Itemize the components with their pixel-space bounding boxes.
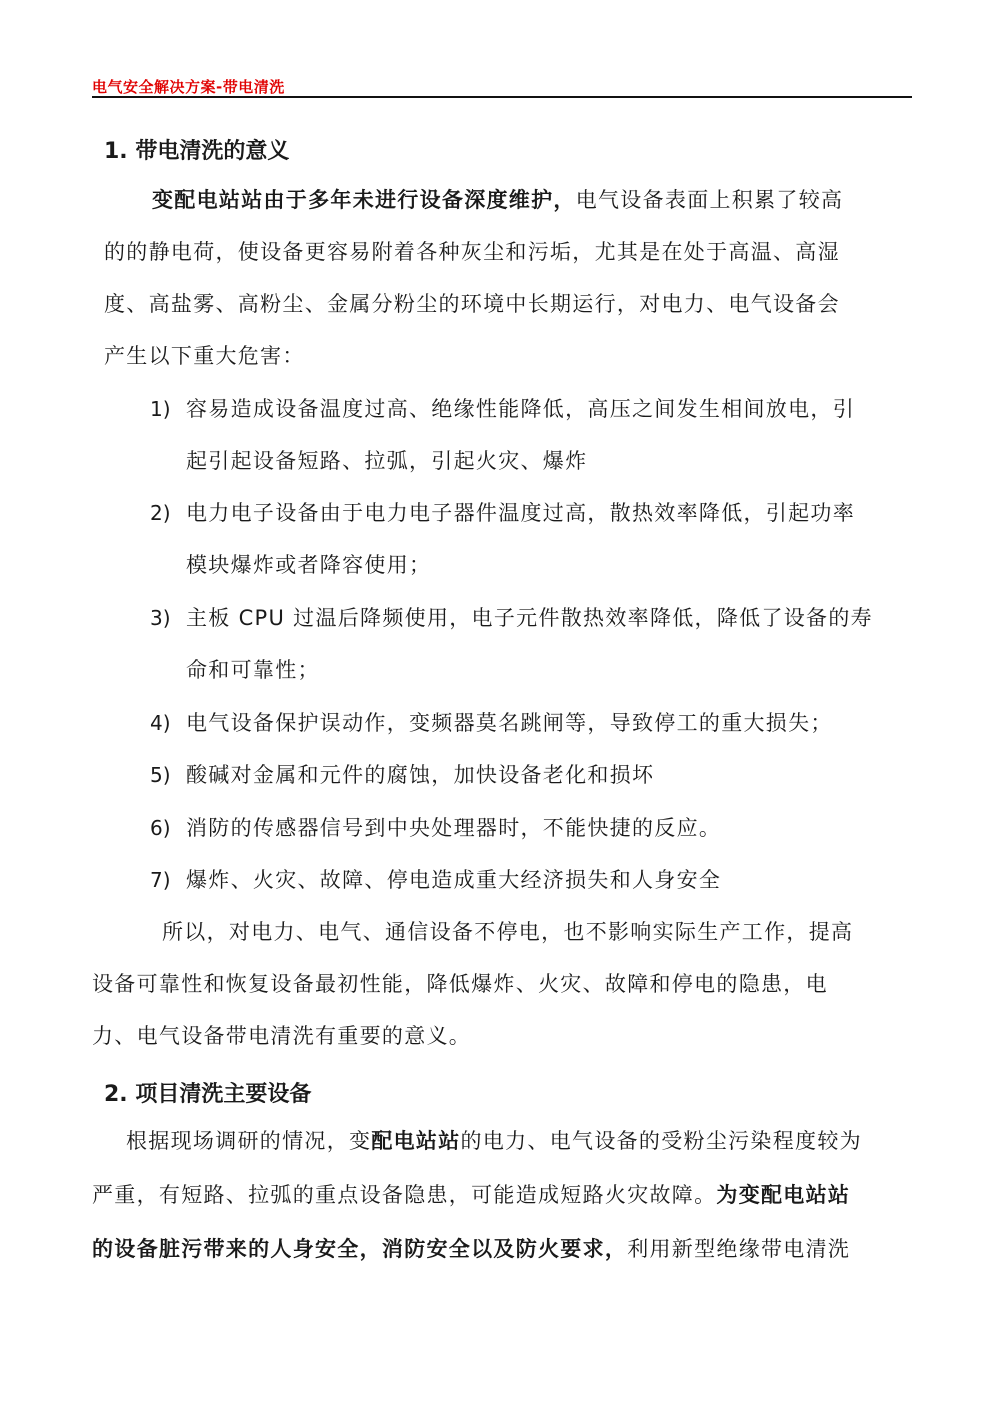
list-item-number: 7) — [150, 868, 171, 892]
list-item-1-line-1: 容易造成设备温度过高、绝缘性能降低，高压之间发生相间放电，引 — [186, 397, 855, 421]
intro-bold-lead: 变配电站站由于多年未进行设备深度维护， — [152, 188, 576, 212]
intro-line-1-rest: 电气设备表面上积累了较高 — [575, 188, 844, 212]
text-run: 严重，有短路、拉弧的重点设备隐患，可能造成短路火灾故障。 — [92, 1183, 717, 1207]
list-item-3-line-1: 主板 CPU 过温后降频使用，电子元件散热效率降低，降低了设备的寿 — [186, 606, 873, 630]
text-run-bold: 配电站站 — [371, 1129, 461, 1153]
intro-line-4: 产生以下重大危害： — [104, 344, 305, 368]
section2-line-3 — [92, 1236, 850, 1262]
list-item-4: 电气设备保护误动作，变频器莫名跳闸等，导致停工的重大损失； — [186, 711, 833, 735]
list-item-number: 1) — [150, 397, 171, 421]
conclusion-line-3: 力、电气设备带电清洗有重要的意义。 — [92, 1024, 472, 1048]
intro-line-3: 度、高盐雾、高粉尘、金属分粉尘的环境中长期运行，对电力、电气设备会 — [104, 292, 840, 316]
intro-line-2: 的的静电荷，使设备更容易附着各种灰尘和污垢，尤其是在处于高温、高湿 — [104, 240, 840, 264]
conclusion-line-1: 所以，对电力、电气、通信设备不停电，也不影响实际生产工作，提高 — [162, 920, 854, 944]
text-run: 根据现场调研的情况，变 — [126, 1129, 372, 1153]
text-run-bold: 为变配电站站 — [716, 1183, 851, 1207]
text-run-bold: 的设备脏污带来的人身安全，消防安全以及防火要求， — [92, 1237, 628, 1261]
intro-line-1 — [152, 187, 843, 213]
list-item-3-line-2: 命和可靠性； — [186, 658, 320, 682]
list-item-number: 2) — [150, 501, 171, 525]
list-item-1-line-2: 起引起设备短路、拉弧，引起火灾、爆炸 — [186, 449, 588, 473]
list-item-number: 3) — [150, 606, 171, 630]
conclusion-line-2: 设备可靠性和恢复设备最初性能，降低爆炸、火灾、故障和停电的隐患，电 — [92, 972, 828, 996]
section2-heading: 2. 项目清洗主要设备 — [104, 1082, 312, 1107]
list-item-number: 5) — [150, 763, 171, 787]
list-item-2-line-2: 模块爆炸或者降容使用； — [186, 553, 432, 577]
list-item-6: 消防的传感器信号到中央处理器时，不能快捷的反应。 — [186, 816, 722, 840]
page-header — [92, 74, 912, 98]
list-item-number: 4) — [150, 711, 171, 735]
list-item-2-line-1: 电力电子设备由于电力电子器件温度过高，散热效率降低，引起功率 — [186, 501, 855, 525]
list-item-number: 6) — [150, 816, 171, 840]
section2-line-2 — [92, 1182, 850, 1208]
section1-heading: 1. 带电清洗的意义 — [104, 139, 290, 164]
list-item-5: 酸碱对金属和元件的腐蚀，加快设备老化和损坏 — [186, 763, 655, 787]
text-run: 的电力、电气设备的受粉尘污染程度较为 — [460, 1129, 862, 1153]
header-title: 电气安全解决方案-带电清洗 — [92, 78, 285, 96]
list-item-7: 爆炸、火灾、故障、停电造成重大经济损失和人身安全 — [186, 868, 722, 892]
section2-line-1 — [126, 1128, 862, 1154]
text-run: 利用新型绝缘带电清洗 — [627, 1237, 851, 1261]
